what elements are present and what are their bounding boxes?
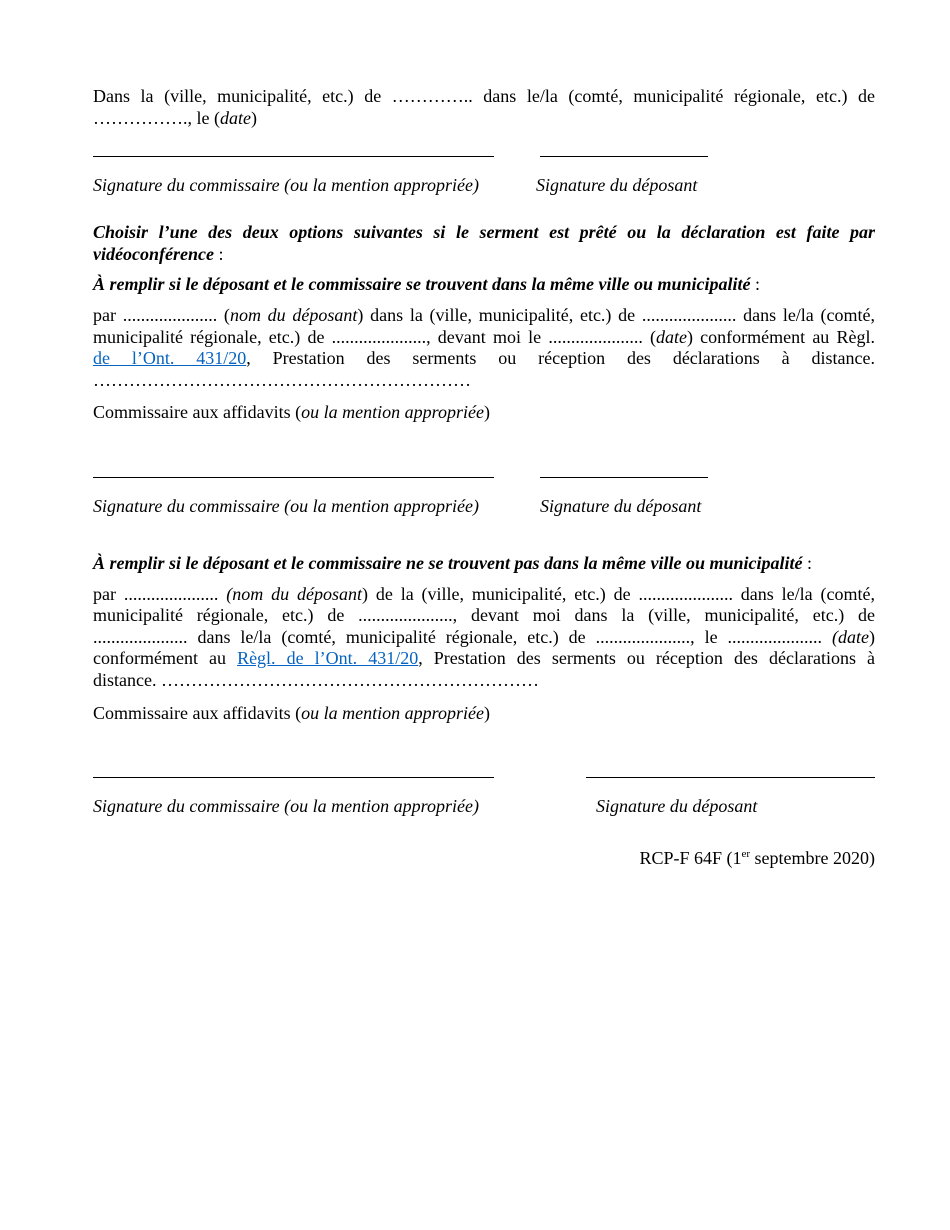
deponent-signature-line[interactable]	[540, 155, 708, 157]
signature-labels-1	[93, 175, 875, 199]
date-placeholder: date	[219, 107, 251, 128]
signature-labels-3	[93, 796, 875, 820]
diff-city-commissioner: Commissaire aux affidavits (ou la mention appropriée)	[93, 702, 490, 723]
commissioner-signature-line[interactable]	[93, 155, 494, 157]
options-intro: Choisir l’une des deux options suivantes si le serment est prêté ou la déclaration est faite par vidéoconférence :	[93, 222, 875, 264]
diff-city-paragraph: par ..................... (nom du déposant) de la (ville, municipalité, etc.) de ..................... dans le/la (comté, municipalité régionale, etc.) de ....................., devant moi dans la (ville, municipalité, etc.) de ..................... dans le/la (comté, municipalité régionale, etc.) de ....................., le ..................... (date) conformément au Règl. de l’Ont. 431/20, Prestation des serments ou réception des déclarations à distance. ………………………………………………………	[93, 583, 876, 690]
deponent-signature-line[interactable]	[540, 476, 708, 478]
deponent-signature-label: Signature du déposant	[540, 495, 702, 516]
deponent-signature-line[interactable]	[586, 776, 875, 778]
commissioner-signature-label: Signature du commissaire (ou la mention appropriée)	[93, 495, 479, 516]
commissioner-signature-line[interactable]	[93, 776, 494, 778]
regulation-link[interactable]: de l’Ont. 431/20	[93, 348, 247, 369]
same-city-commissioner: Commissaire aux affidavits (ou la mention appropriée)	[93, 402, 490, 423]
signature-labels-2	[93, 496, 875, 520]
location-line-2: ……………., le (date)	[93, 107, 257, 128]
same-city-paragraph: par ..................... (nom du déposant) dans la (ville, municipalité, etc.) de ..................... dans le/la (comté, municipalité régionale, etc.) de ....................., devant moi le ..................... (date) conformément au Règl. de l’Ont. 431/20, Prestation des serments ou réception des déclarations à distance. ………………………………………………………	[93, 304, 875, 390]
commissioner-signature-line[interactable]	[93, 476, 494, 478]
signature-lines-3	[93, 776, 875, 796]
diff-city-heading: À remplir si le déposant et le commissaire ne se trouvent pas dans la même ville ou municipalité :	[93, 552, 813, 573]
signature-lines-1	[93, 155, 875, 175]
commissioner-signature-label: Signature du commissaire (ou la mention appropriée)	[93, 175, 479, 196]
regulation-link[interactable]: Règl. de l’Ont. 431/20	[237, 648, 419, 669]
signature-lines-2	[93, 476, 875, 496]
document-page	[93, 86, 875, 870]
commissioner-signature-label: Signature du commissaire (ou la mention appropriée)	[93, 796, 479, 817]
same-city-heading: À remplir si le déposant et le commissaire se trouvent dans la même ville ou municipalité :	[93, 274, 760, 295]
location-line-1: Dans la (ville, municipalité, etc.) de ………….. dans le/la (comté, municipalité régionale, etc.) de	[93, 86, 875, 106]
deponent-signature-label: Signature du déposant	[536, 175, 698, 196]
form-code-footer: RCP-F 64F (1er septembre 2020)	[639, 848, 875, 869]
deponent-signature-label: Signature du déposant	[596, 796, 758, 817]
